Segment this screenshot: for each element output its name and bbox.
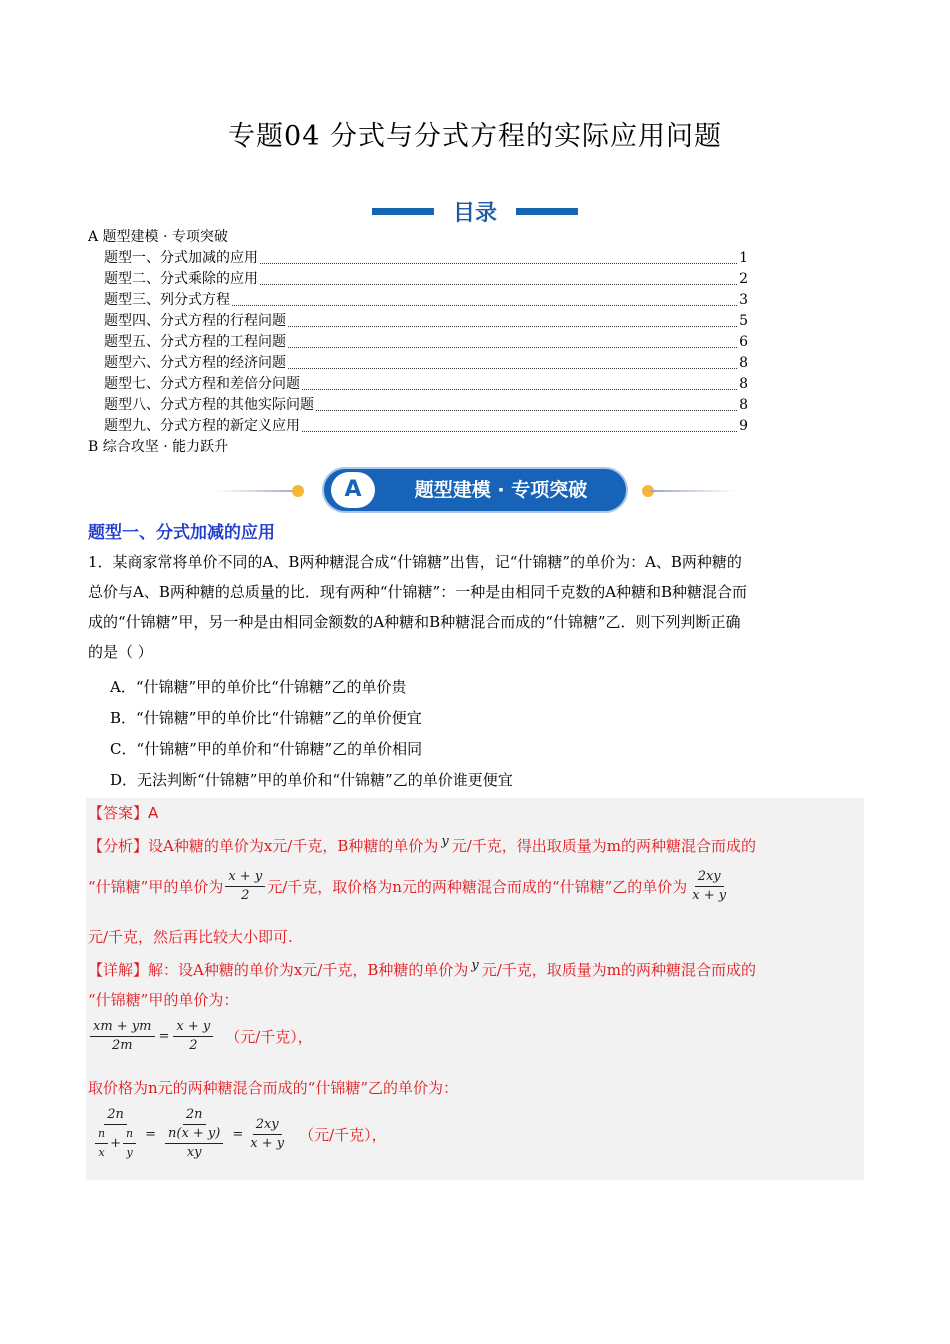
toc-entry[interactable] [104, 332, 748, 353]
toc-leader [260, 284, 737, 285]
question-line: 总价与A、B两种糖的总质量的比．现有两种“什锦糖”：一种是由相同千克数的A种糖和B种糖混合而 [88, 583, 748, 601]
fraction-half-sum [225, 868, 265, 905]
question-line: 成的“什锦糖”甲，另一种是由相同金额数的A种糖和B种糖混合而成的“什锦糖”乙．则下列判断正确 [88, 613, 741, 631]
frac-num: 2n [104, 1106, 127, 1125]
toc-entry-page: 3 [739, 292, 748, 308]
analysis-text: “什锦糖”甲的单价为 [88, 878, 224, 896]
analysis-line-1 [88, 834, 756, 856]
frac-den: 2 [241, 888, 250, 903]
toc-entry[interactable] [104, 416, 748, 437]
toc-leader [232, 305, 737, 306]
frac-den [160, 1125, 228, 1162]
section-heading: 题型一、分式加减的应用 [88, 523, 275, 543]
answer-value: A [148, 804, 159, 822]
question-line: 的是（ ） [88, 643, 153, 661]
equals-sign: = [232, 1126, 244, 1142]
frac-num: x + y [173, 1018, 213, 1037]
toc-bar-left [372, 208, 434, 215]
frac-den: 2 [189, 1038, 198, 1053]
fraction-harmonic [689, 868, 729, 905]
plus-sign: + [110, 1135, 121, 1151]
unit-text: （元/千克）， [225, 1028, 313, 1046]
toc-leader [288, 326, 737, 327]
option-c[interactable]: C．“什锦糖”甲的单价和“什锦糖”乙的单价相同 [110, 740, 423, 758]
toc-entry[interactable] [104, 269, 748, 290]
toc-leader [302, 431, 737, 432]
analysis-text: 元/千克，取价格为n元的两种糖混合而成的“什锦糖”乙的单价为 [267, 878, 688, 896]
toc-entry-label: 题型六、分式方程的经济问题 [104, 355, 286, 371]
fraction-mass [90, 1018, 155, 1055]
toc-entry-page: 9 [739, 418, 748, 434]
banner-letter: A [344, 477, 362, 502]
answer-line [88, 802, 158, 823]
frac-num: 2xy [695, 868, 724, 887]
frac-den: x [98, 1146, 105, 1159]
var-y: y [471, 958, 479, 973]
toc-entry-page: 8 [739, 355, 748, 371]
frac-num: xm + ym [90, 1018, 155, 1037]
question-line: 1．某商家常将单价不同的A、B两种糖混合成“什锦糖”出售，记“什锦糖”的单价为：A、B两种糖的 [88, 553, 742, 571]
fraction-simplified [160, 1106, 228, 1162]
detail-line-3: 取价格为n元的两种糖混合而成的“什锦糖”乙的单价为： [88, 1079, 459, 1097]
frac-den: 2m [111, 1038, 133, 1053]
sub-fraction [123, 1125, 136, 1162]
toc-entry[interactable] [104, 290, 748, 311]
frac-num: n [95, 1125, 108, 1144]
sub-fraction [95, 1125, 108, 1162]
toc-part-a[interactable]: A 题型建模 · 专项突破 [88, 229, 228, 245]
frac-den: x + y [692, 888, 727, 903]
toc-leader [302, 389, 737, 390]
section-banner [215, 466, 735, 514]
var-y: y [441, 834, 449, 849]
toc-entry-label: 题型三、列分式方程 [104, 292, 230, 308]
toc-entry-label: 题型九、分式方程的新定义应用 [104, 418, 300, 434]
detail-tag: 【详解】 [88, 961, 149, 979]
toc-entry[interactable] [104, 395, 748, 416]
frac-num: n [123, 1125, 136, 1144]
toc-entry-page: 5 [739, 313, 748, 329]
toc-entry-label: 题型五、分式方程的工程问题 [104, 334, 286, 350]
toc-entry-label: 题型七、分式方程和差倍分问题 [104, 376, 300, 392]
formula-line-1 [88, 1018, 313, 1055]
toc-banner [0, 196, 950, 230]
toc-part-b[interactable]: B 综合攻坚 · 能力跃升 [88, 439, 229, 455]
frac-den: x + y [250, 1135, 285, 1151]
option-a[interactable]: A．“什锦糖”甲的单价比“什锦糖”乙的单价贵 [110, 678, 407, 696]
detail-text: 元/千克，取质量为m的两种糖混合而成的 [481, 961, 757, 979]
frac-den [90, 1125, 141, 1162]
toc-entry[interactable] [104, 353, 748, 374]
toc-entry[interactable] [104, 311, 748, 332]
option-b[interactable]: B．“什锦糖”甲的单价比“什锦糖”乙的单价便宜 [110, 709, 422, 727]
detail-line-2: “什锦糖”甲的单价为： [88, 991, 239, 1009]
equals-sign: = [158, 1029, 170, 1044]
frac-den: y [126, 1146, 133, 1159]
analysis-tag: 【分析】 [88, 837, 149, 855]
detail-text: 解：设A种糖的单价为x元/千克，B种糖的单价为 [148, 961, 469, 979]
toc-entry-page: 8 [739, 376, 748, 392]
fraction-harmonic [247, 1116, 287, 1153]
toc-heading: 目录 [452, 201, 497, 226]
unit-text: （元/千克）， [299, 1125, 387, 1144]
formula-line-2 [88, 1106, 387, 1162]
detail-line-1 [88, 958, 756, 980]
toc-entry-page: 6 [739, 334, 748, 350]
toc-leader [260, 263, 737, 264]
frac-num: 2n [183, 1106, 206, 1125]
toc-entry[interactable] [104, 374, 748, 395]
toc-entry-page: 1 [739, 250, 748, 266]
toc-entry-label: 题型四、分式方程的行程问题 [104, 313, 286, 329]
banner-text: 题型建模 · 专项突破 [414, 479, 588, 501]
toc-entry[interactable] [104, 248, 748, 269]
sub-fraction [165, 1125, 223, 1162]
toc-leader [288, 368, 737, 369]
page-title: 专题04 分式与分式方程的实际应用问题 [228, 121, 722, 152]
analysis-line-2 [88, 868, 731, 905]
toc-bar-right [516, 208, 578, 215]
frac-num: x + y [225, 868, 265, 887]
toc-leader [288, 347, 737, 348]
option-d[interactable]: D．无法判断“什锦糖”甲的单价和“什锦糖”乙的单价谁更便宜 [110, 771, 513, 789]
toc-entry-page: 2 [739, 271, 748, 287]
toc-entry-page: 8 [739, 397, 748, 413]
analysis-line-3: 元/千克，然后再比较大小即可. [88, 928, 293, 946]
analysis-text: 设A种糖的单价为x元/千克，B种糖的单价为 [148, 837, 439, 855]
frac-den: xy [186, 1145, 202, 1160]
toc-entry-label: 题型二、分式乘除的应用 [104, 271, 258, 287]
frac-num: n(x + y) [165, 1125, 223, 1144]
toc-entry-label: 题型八、分式方程的其他实际问题 [104, 397, 314, 413]
toc-entry-label: 题型一、分式加减的应用 [104, 250, 258, 266]
fraction-half-sum [173, 1018, 213, 1055]
toc-leader [316, 410, 737, 411]
answer-tag: 【答案】 [88, 804, 149, 822]
frac-num: 2xy [253, 1116, 282, 1135]
equals-sign: = [145, 1126, 156, 1142]
fraction-price [90, 1106, 141, 1162]
analysis-text: 元/千克，得出取质量为m的两种糖混合而成的 [451, 837, 757, 855]
